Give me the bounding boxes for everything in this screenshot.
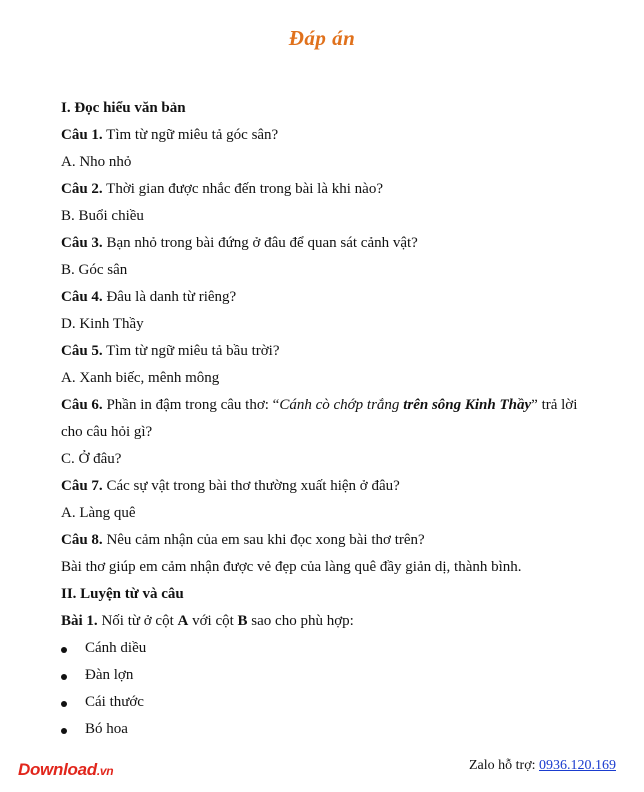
question-label: Câu 6. [61,397,103,413]
logo-text: Download [18,760,97,779]
logo-suffix: .vn [96,764,114,778]
exercise-text: sao cho phù hợp: [247,613,354,629]
list-item-text: Cái thước [85,694,144,710]
answer: A. Nho nhỏ [61,154,132,170]
question-3 [61,230,591,284]
exercise-1-prompt [61,608,591,635]
support-phone-link[interactable]: 0936.120.169 [539,758,616,773]
answer: C. Ở đâu? [61,451,122,467]
bullet-icon [61,647,67,653]
question-text: Tìm từ ngữ miêu tả góc sân? [102,127,279,143]
question-label: Câu 4. [61,289,103,305]
list-item-text: Đàn lợn [85,667,134,683]
question-text-end: ” trả lời cho câu hỏi gì? [61,397,578,440]
bullet-icon [61,674,67,680]
column-a-list [61,635,591,743]
answer: A. Xanh biếc, mênh mông [61,370,220,386]
exercise-text: Nối từ ở cột [97,613,178,629]
answer: A. Làng quê [61,505,136,521]
question-label: Câu 5. [61,343,103,359]
answer: D. Kinh Thầy [61,316,144,332]
list-item [61,662,591,689]
question-label: Câu 8. [61,532,103,548]
question-label: Câu 1. [61,127,103,143]
quote-bold: trên sông Kinh Thầy [403,397,532,413]
question-text: Phần in đậm trong câu thơ: “ [102,397,280,413]
question-5 [61,338,591,392]
list-item [61,716,591,743]
download-logo[interactable] [18,760,113,780]
list-item-text: Cánh diều [85,640,147,656]
answer: B. Buổi chiều [61,208,144,224]
question-4 [61,284,591,338]
question-text: Nêu cảm nhận của em sau khi đọc xong bài thơ trên? [102,532,425,548]
support-contact [469,758,616,774]
question-text: Đâu là danh từ riêng? [102,289,237,305]
quote-italic: Cánh cò chớp trắng [279,397,404,413]
document-body [61,95,591,743]
exercise-label: Bài 1. [61,613,98,629]
question-7 [61,473,591,527]
question-2 [61,176,591,230]
support-label: Zalo hỗ trợ: [469,758,539,773]
exercise-text: với cột [188,613,238,629]
page-title: Đáp án [288,26,356,50]
question-label: Câu 3. [61,235,103,251]
bullet-icon [61,701,67,707]
list-item-text: Bó hoa [85,721,128,737]
list-item [61,635,591,662]
question-6 [61,392,591,473]
question-text: Các sự vật trong bài thơ thường xuất hiện ở đâu? [102,478,400,494]
question-label: Câu 2. [61,181,103,197]
column-b: B [237,613,248,629]
section-2-heading: II. Luyện từ và câu [61,586,184,602]
bullet-icon [61,728,67,734]
column-a: A [177,613,189,629]
list-item [61,689,591,716]
answer: Bài thơ giúp em cảm nhận được vẻ đẹp của làng quê đầy giản dị, thành bình. [61,559,522,575]
question-text: Bạn nhỏ trong bài đứng ở đâu để quan sát cảnh vật? [102,235,418,251]
question-label: Câu 7. [61,478,103,494]
question-text: Tìm từ ngữ miêu tả bầu trời? [102,343,280,359]
section-1-heading: I. Đọc hiểu văn bản [61,100,186,116]
question-text: Thời gian được nhắc đến trong bài là khi nào? [102,181,383,197]
question-8 [61,527,591,581]
question-1 [61,122,591,176]
answer: B. Góc sân [61,262,128,278]
